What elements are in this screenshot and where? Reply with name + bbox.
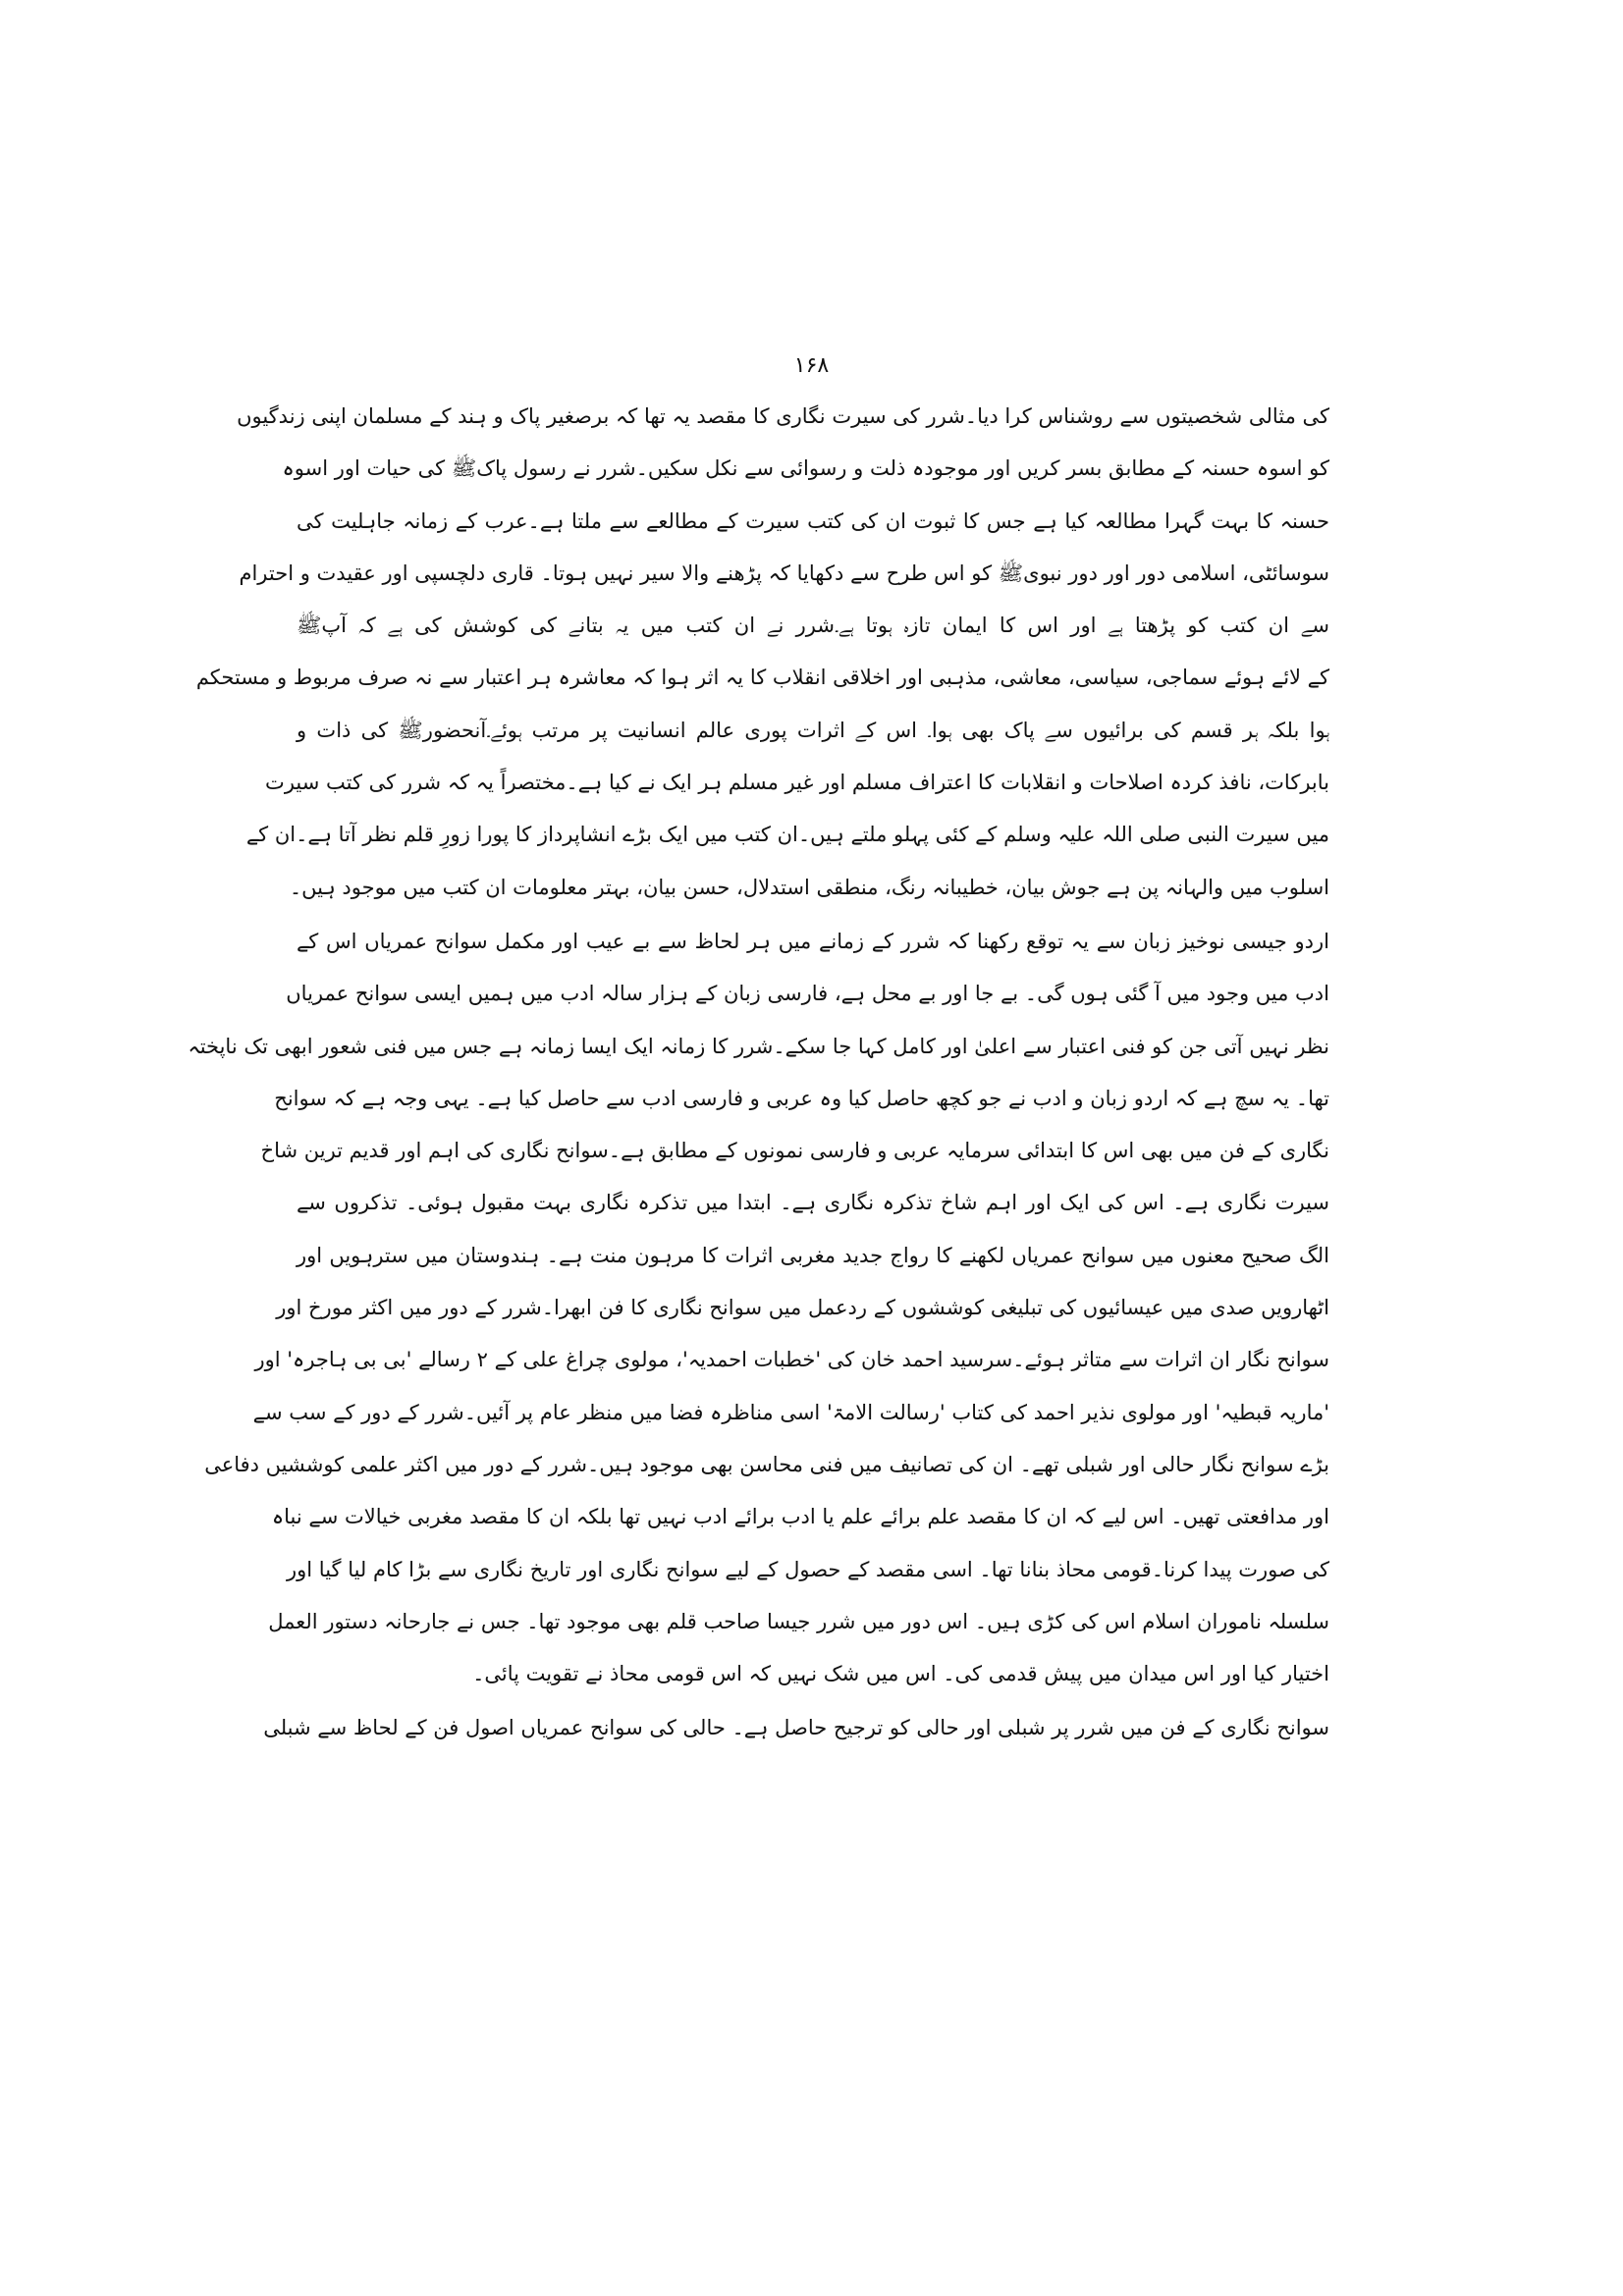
text-line: 'ماریہ قبطیہ' اور مولوی نذیر احمد کی کتاب 'رسالت الامۃ' اسی مناظرہ فضا میں منظر عام پر آئیں۔شرر کے دور کے سب سے [252, 1400, 1329, 1424]
text-line: ہوا بلکہ ہر قسم کی برائیوں سے پاک بھی ہوا۔ اس کے اثرات پوری عالم انسانیت پر مرتب ہوئے۔آنحضورﷺ کی ذات و [297, 718, 1329, 742]
page-number: ۱۶۸ [793, 353, 830, 378]
text-line: اٹھارویں صدی میں عیسائیوں کی تبلیغی کوششوں کے ردعمل میں سوانح نگاری کا فن ابھرا۔شرر کے دور میں اکثر مورخ اور [276, 1296, 1329, 1320]
text-line: حسنہ کا بہت گہرا مطالعہ کیا ہے جس کا ثبوت ان کی کتب سیرت کے مطالعے سے ملتا ہے۔عرب کے زمانہ جاہلیت کی [297, 508, 1329, 533]
text-line: سوسائٹی، اسلامی دور اور دور نبویﷺ کو اس طرح سے دکھایا کہ پڑھنے والا سیر نہیں ہوتا۔ قاری دلچسپی اور عقیدت و احترام [239, 561, 1329, 585]
paragraph [195, 391, 1329, 914]
text-line: نظر نہیں آتی جن کو فنی اعتبار سے اعلیٰ اور کامل کہا جا سکے۔شرر کا زمانہ ایک ایسا زمانہ ہے جس میں فنی شعور ابھی تک ناپختہ [188, 1034, 1329, 1058]
text-line: کے لائے ہوئے سماجی، سیاسی، معاشی، مذہبی اور اخلاقی انقلاب کا یہ اثر ہوا کہ معاشرہ ہر اعتبار سے نہ صرف مربوط و مستحکم [195, 666, 1329, 690]
text-line: بابرکات، نافذ کردہ اصلاحات و انقلابات کا اعتراف مسلم اور غیر مسلم ہر ایک نے کیا ہے۔مختصراً یہ کہ شرر کی کتب سیرت [265, 771, 1329, 795]
text-line: الگ صحیح معنوں میں سوانح عمریاں لکھنے کا رواج جدید مغربی اثرات کا مرہون منت ہے۔ ہندوستان میں سترہویں اور [297, 1243, 1329, 1267]
text-line: سوانح نگاری کے فن میں شرر پر شبلی اور حالی کو ترجیح حاصل ہے۔ حالی کی سوانح عمریاں اصول فن کے لحاظ سے شبلی [263, 1716, 1329, 1740]
text-line: کی مثالی شخصیتوں سے روشناس کرا دیا۔شرر کی سیرت نگاری کا مقصد یہ تھا کہ برصغیر پاک و ہند کے مسلمان اپنی زندگیوں [237, 404, 1329, 428]
text-line: اردو جیسی نوخیز زبان سے یہ توقع رکھنا کہ شرر کے زمانے میں ہر لحاظ سے بے عیب اور مکمل سوانح عمریاں اس کے [297, 929, 1329, 953]
text-line: اختیار کیا اور اس میدان میں پیش قدمی کی۔ اس میں شک نہیں کہ اس قومی محاذ نے تقویت پائی۔ [472, 1662, 1329, 1686]
text-line: سیرت نگاری ہے۔ اس کی ایک اور اہم شاخ تذکرہ نگاری ہے۔ ابتدا میں تذکرہ نگاری بہت مقبول ہوئی۔ تذکروں سے [297, 1191, 1329, 1215]
text-line: میں سیرت النبی صلی اللہ علیہ وسلم کے کئی پہلو ملتے ہیں۔ان کتب میں ایک بڑے انشاپرداز کا پورا زورِ قلم نظر آتا ہے۔ان کے [245, 823, 1329, 847]
text-line: نگاری کے فن میں بھی اس کا ابتدائی سرمایہ عربی و فارسی نمونوں کے مطابق ہے۔سوانح نگاری کی اہم اور قدیم ترین شاخ [260, 1139, 1329, 1163]
text-line: سے ان کتب کو پڑھتا ہے اور اس کا ایمان تازہ ہوتا ہے۔شرر نے ان کتب میں یہ بتانے کی کوشش کی ہے کہ آپﷺ [297, 614, 1329, 638]
text-line: کی صورت پیدا کرنا۔قومی محاذ بنانا تھا۔ اسی مقصد کے حصول کے لیے سوانح نگاری اور تاریخ نگاری سے بڑا کام لیا گیا اور [287, 1557, 1329, 1581]
text-line: اسلوب میں والہانہ پن ہے جوش بیان، خطیبانہ رنگ، منطقی استدلال، حسن بیان، بہتر معلومات ان کتب میں موجود ہیں۔ [289, 875, 1329, 899]
text-line: کو اسوہ حسنہ کے مطابق بسر کریں اور موجودہ ذلت و رسوائی سے نکل سکیں۔شرر نے رسول پاکﷺ کی حیات اور اسوہ [282, 456, 1329, 481]
text-line: اور مدافعتی تھیں۔ اس لیے کہ ان کا مقصد علم برائے علم یا ادب برائے ادب نہیں تھا بلکہ ان کا مقصد مغربی خیالات سے نباہ [271, 1505, 1329, 1529]
paragraph [263, 1702, 1329, 1754]
text-line: سوانح نگار ان اثرات سے متاثر ہوئے۔سرسید احمد خان کی 'خطبات احمدیہ'، مولوی چراغ علی کے ۲ رسالے 'بی بی ہاجرہ' اور [254, 1348, 1329, 1372]
paragraph [188, 916, 1329, 1700]
document-body [188, 391, 1329, 1755]
text-line: تھا۔ یہ سچ ہے کہ اردو زبان و ادب نے جو کچھ حاصل کیا وہ عربی و فارسی ادب سے حاصل کیا ہے۔ یہی وجہ ہے کہ سوانح [274, 1086, 1329, 1110]
text-line: ادب میں وجود میں آ گئی ہوں گی۔ بے جا اور بے محل ہے، فارسی زبان کے ہزار سالہ ادب میں ہمیں ایسی سوانح عمریاں [286, 982, 1329, 1006]
text-line: بڑے سوانح نگار حالی اور شبلی تھے۔ ان کی تصانیف میں فنی محاسن بھی موجود ہیں۔شرر کے دور میں اکثر علمی کوششیں دفاعی [204, 1452, 1329, 1476]
text-line: سلسلہ ناموران اسلام اس کی کڑی ہیں۔ اس دور میں شرر جیسا صاحب قلم بھی موجود تھا۔ جس نے جارحانہ دستور العمل [268, 1609, 1329, 1633]
